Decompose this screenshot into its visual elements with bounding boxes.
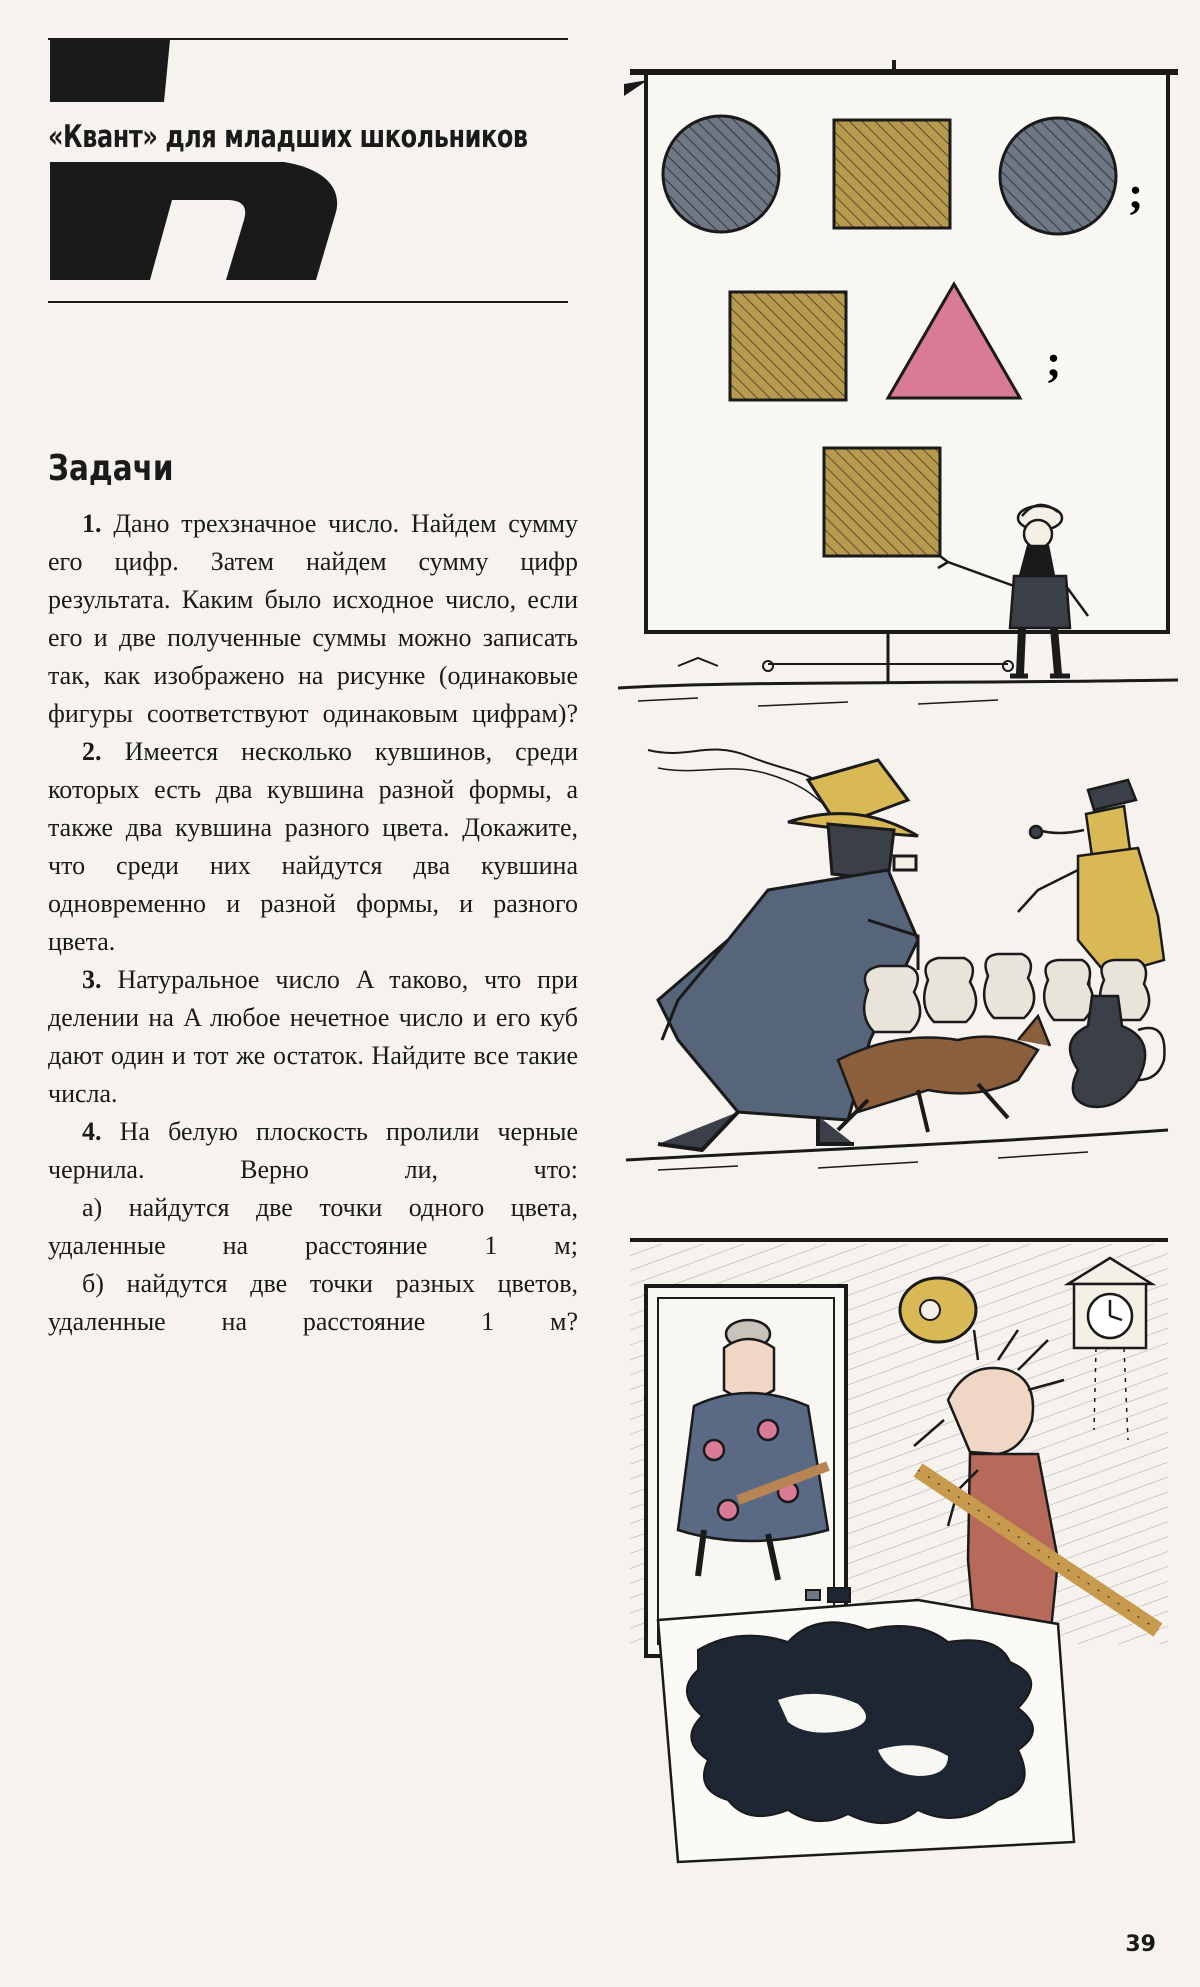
circle-shape [663, 116, 779, 232]
ink-bottle [806, 1588, 850, 1602]
rubric-title: «Квант» для младших школьников [48, 112, 521, 162]
problem-4 [48, 1113, 578, 1189]
illustration-shapes-board [618, 56, 1178, 716]
problem-number: 4. [82, 1117, 102, 1146]
square-shape [730, 292, 846, 400]
square-shape [824, 448, 940, 556]
problem-1 [48, 505, 578, 733]
problem-3 [48, 961, 578, 1113]
problem-text: Дано трехзначное число. Найдем сумму его цифр. Затем найдем сумму цифр результата. Каким было исходное число, если его и две полученные суммы можно записать так, как изображено на рисунке (одинаковые фигуры соответствуют одинаковым цифрам)? [48, 509, 578, 728]
illustration-jugs [618, 740, 1178, 1180]
semicolon: ; [1128, 167, 1144, 218]
problems-list [48, 505, 578, 1341]
problem-number: 3. [82, 965, 102, 994]
problem-4b [48, 1265, 578, 1341]
header-bottom-rule [48, 301, 568, 303]
problem-number: 1. [82, 509, 102, 538]
problem-text: На белую плоскость пролили черные чернила. Верно ли, что: [48, 1117, 579, 1184]
illustration-ink-spill [618, 1230, 1178, 1890]
problem-2 [48, 733, 578, 961]
circle-shape [1000, 118, 1116, 234]
subitem-text: а) найдутся две точки одного цвета, удаленные на расстояние 1 м; [48, 1193, 578, 1260]
problem-number: 2. [82, 737, 102, 766]
square-shape [834, 120, 950, 228]
subitem-text: б) найдутся две точки разных цветов, удаленные на расстояние 1 м? [48, 1269, 578, 1336]
problem-4a [48, 1189, 578, 1265]
problem-text: Имеется несколько кувшинов, среди которых есть два кувшина разной формы, а также два кувшина разного цвета. Докажите, что среди них найдутся два кувшина одновременно и разной формы, и разного цвета. [48, 737, 579, 956]
page-number: 39 [1125, 1932, 1156, 1957]
section-title: Задачи [48, 448, 174, 489]
semicolon: ; [1046, 335, 1062, 386]
problem-text: Натуральное число A таково, что при делении на A любое нечетное число и его куб дают один и тот же остаток. Найдите все такие числа. [48, 965, 579, 1108]
